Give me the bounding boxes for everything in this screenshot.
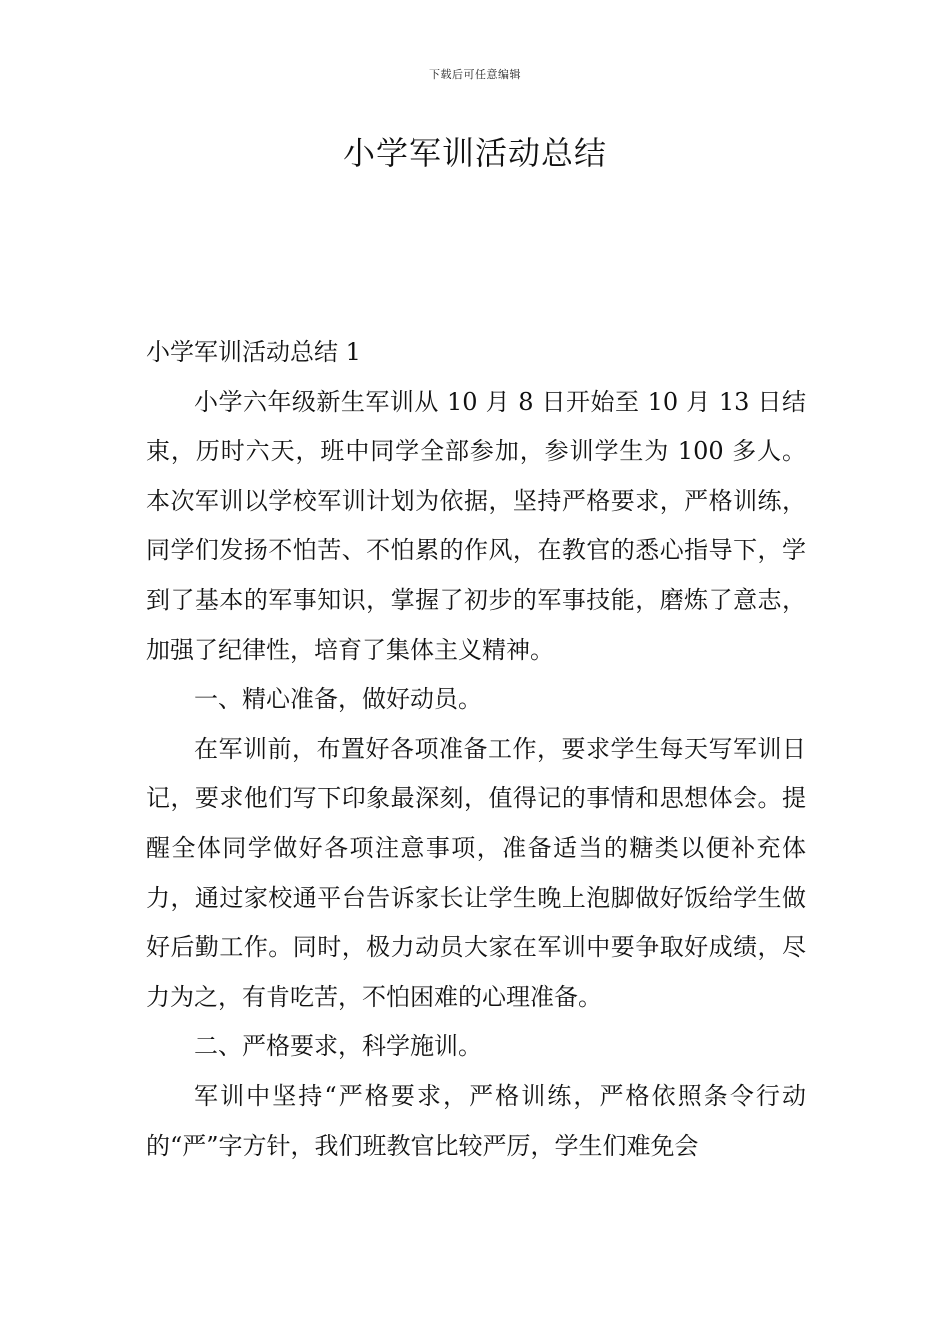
paragraph-training: 军训中坚持“严格要求，严格训练，严格依照条令行动的“严”字方针，我们班教官比较严厉，学生们难免会 — [146, 1081, 806, 1160]
document-body — [146, 328, 806, 1171]
document-title: 小学军训活动总结 — [342, 134, 607, 172]
section-heading: 小学军训活动总结 1 — [146, 338, 361, 366]
paragraph-preparation: 在军训前，布置好各项准备工作，要求学生每天写军训日记，要求他们写下印象最深刻，值得记的事情和思想体会。提醒全体同学做好各项注意事项，准备适当的糖类以便补充体力，通过家校通平台告诉家长让学生晚上泡脚做好饭给学生做好后勤工作。同时，极力动员大家在军训中要争取好成绩，尽力为之，有肯吃苦，不怕困难的心理准备。 — [146, 734, 806, 1011]
subheading-preparation: 一、精心准备，做好动员。 — [194, 685, 482, 714]
subheading-training: 二、严格要求，科学施训。 — [194, 1032, 482, 1061]
paragraph-intro: 小学六年级新生军训从 10 月 8 日开始至 10 月 13 日结束，历时六天，班中同学全部参加，参训学生为 100 多人。本次军训以学校军训计划为依据，坚持严格要求，严格训练，同学们发扬不怕苦、不怕累的作风，在教官的悉心指导下，学到了基本的军事知识，掌握了初步的军事技能，磨炼了意志，加强了纪律性，培育了集体主义精神。 — [146, 387, 806, 664]
header-note: 下载后可任意编辑 — [429, 68, 521, 81]
